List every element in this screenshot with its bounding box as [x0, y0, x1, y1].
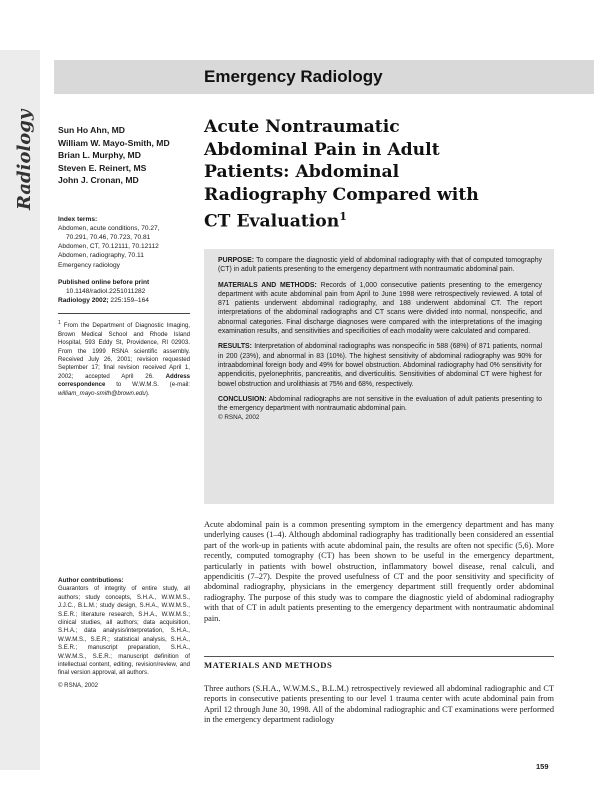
methods-paragraph: Three authors (S.H.A., W.W.M.S., B.L.M.) retrospectively reviewed all abdominal radiographic and CT reports in consecutive patients presenting to our level 1 trauma center with acute abdominal pain from April 12 through June 30, 1998. All of the abdominal radiographic and CT examinations were performed in the emergency department radiology	[204, 684, 554, 725]
contributions-heading: Author contributions:	[58, 577, 124, 584]
abstract	[204, 249, 554, 504]
abstract-copyright: © RSNA, 2002	[218, 414, 260, 422]
contributions-text: Guarantors of integrity of entire study, all authors; study concepts, S.H.A., W.W.M.S., J.J.C., B.L.M.; study design, S.H.A., W.W.M.S., S.E.R.; literature research, S.H.A., W.W.M.S.; clinical studies, all authors; data acquisition, S.H.A.; data analysis/interpretation, S.H.A., W.W.M.S., S.E.R.; statistical analysis, S.H.A., S.E.R.; manuscript preparation, S.H.A., W.W.M.S., S.E.R.; manuscript definition of intellectual content, editing, revision/review, and final version approval, all authors.	[58, 585, 190, 677]
index-term: 70.291, 70.46, 70.723, 70.81	[66, 233, 151, 241]
results-text: Interpretation of abdominal radiographs was nonspecific in 588 (68%) of 871 patients, normal in 200 (23%), and abnormal in 83 (10%). The highest sensitivity of abdominal radiography was 90% for intraabdominal foreign body and 49% for bowel obstruction. Abdominal radiography had 0% sensitivity for appendicitis, pyelonephritis, pancreatitis, and diverticulitis. Sensitivities of abdominal CT were highest for bowel obstruction and urolithiasis at 75% and 68%, respectively.	[218, 343, 542, 388]
results-label: RESULTS:	[218, 343, 252, 351]
affiliation-footnote	[58, 319, 190, 398]
index-term: Abdomen, CT, 70.12111, 70.12112	[58, 243, 159, 251]
purpose-label: PURPOSE:	[218, 257, 254, 264]
section-header: Emergency Radiology	[54, 60, 594, 94]
title-footnote-marker: 1	[339, 210, 347, 223]
section-heading: MATERIALS AND METHODS	[204, 656, 554, 670]
author-name: Sun Ho Ahn, MD	[58, 125, 125, 135]
address-text: to W.W.M.S. (e-mail:	[105, 381, 190, 389]
citation	[58, 296, 190, 305]
abstract-methods	[218, 281, 542, 337]
citation-journal: Radiology 2002;	[58, 297, 109, 305]
email-link[interactable]: william_mayo-smith@brown.edu	[58, 389, 146, 397]
address-label: Address correspondence	[58, 372, 190, 389]
footnote-marker: 1	[58, 320, 61, 327]
title-text: Acute Nontraumatic Abdominal Pain in Adult Patients: Abdominal Radiography Compared with CT Evaluation	[204, 117, 479, 232]
published-heading: Published online before print	[58, 278, 150, 286]
abstract-results	[218, 342, 542, 388]
intro-paragraph: Acute abdominal pain is a common presenting symptom in the emergency department and has many underlying causes (1–4). Although abdominal radiography has traditionally been considered an essential part of the work-up in patients with acute abdominal pain, the results are often not specific (5,6). More recently, computed tomography (CT) has been shown to be useful in the emergency department, particularly in patients with bowel obstruction, inflammatory bowel disease, renal calculi, and appendicitis (7–27). Despite the proved usefulness of CT and the poor sensitivity and specificity of abdominal radiography, physicians in the emergency department still frequently order abdominal radiography. The purpose of this study was to compare the diagnostic yield of abdominal radiography with that of CT in adult patients presenting to the emergency department with nontraumatic abdominal pain.	[204, 520, 554, 623]
conclusion-label: CONCLUSION:	[218, 395, 267, 403]
index-term: Emergency radiology	[58, 261, 120, 269]
index-term: Abdomen, radiography, 70.11	[58, 252, 144, 260]
doi: 10.1148/radiol.2251011282	[66, 287, 146, 295]
publication-info	[58, 278, 190, 306]
divider	[58, 313, 190, 314]
methods-label: MATERIALS AND METHODS:	[218, 281, 317, 289]
conclusion-text: Abdominal radiographs are not sensitive in the evaluation of adult patients presenting to the emergency department with nontraumatic abdominal pain.	[218, 395, 542, 413]
author-name: William W. Mayo-Smith, MD	[58, 137, 170, 148]
journal-name: Radiology	[14, 109, 35, 210]
author-list	[58, 124, 190, 187]
author-contributions	[58, 577, 190, 690]
author-name: Steven E. Reinert, MS	[58, 162, 147, 173]
page-number: 159	[536, 762, 549, 771]
purpose-text: To compare the diagnostic yield of abdominal radiography with that of computed tomography (CT) in adult patients presenting to the emergency department with nontraumatic abdominal pain.	[218, 257, 542, 274]
author-name: Brian L. Murphy, MD	[58, 150, 141, 160]
author-name: John J. Cronan, MD	[58, 175, 139, 185]
index-terms	[58, 215, 190, 270]
citation-detail: 225:159–164	[108, 297, 149, 305]
abstract-conclusion	[218, 395, 542, 423]
index-term: Abdomen, acute conditions, 70.27,	[58, 224, 160, 232]
footnote-text: From the Department of Diagnostic Imaging, Brown Medical School and Rhode Island Hospital, 593 Eddy St, Providence, RI 02903. From the 1999 RSNA scientific assembly. Received July 26, 2001; revision requested September 17; final revision received April 1, 2002; accepted April 26.	[58, 322, 190, 380]
methods-text: Records of 1,000 consecutive patients presenting to the emergency department with acute abdominal pain from April to June 1998 were retrospectively reviewed. A total of 871 patients underwent abdominal radiography, and 188 underwent abdominal CT. The report interpretations of the abdominal radiographs and CT scans were divided into normal, nonspecific, and abnormal categories. Final discharge diagnoses were compared with the interpretations of the imaging examination results, and sensitivities and specificities of each modality were calculated and compared.	[218, 281, 542, 336]
article-title	[204, 116, 504, 233]
index-terms-heading: Index terms:	[58, 215, 98, 223]
abstract-purpose	[218, 256, 542, 275]
index-terms-lines	[58, 224, 190, 270]
footnote-tail: ).	[145, 389, 150, 397]
contributions-copyright: © RSNA, 2002	[58, 681, 99, 689]
left-column	[58, 124, 190, 398]
